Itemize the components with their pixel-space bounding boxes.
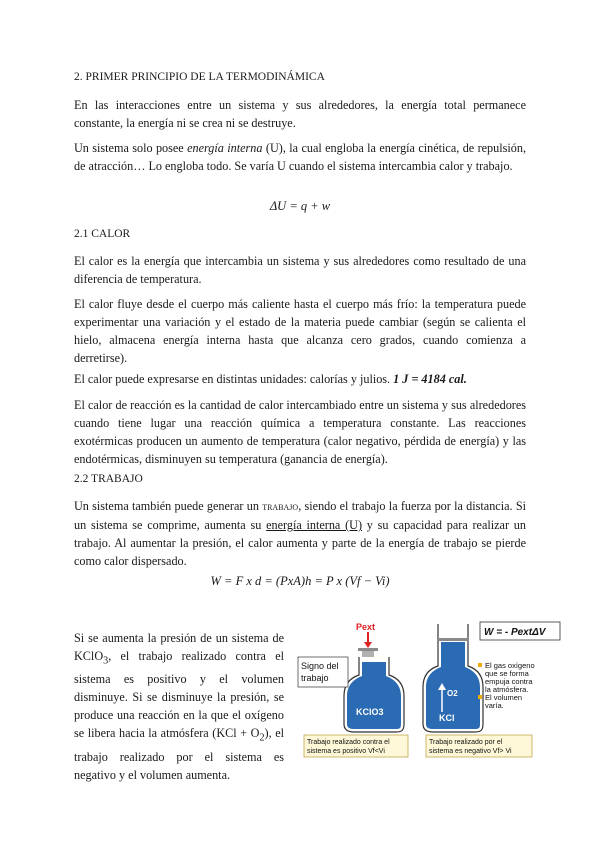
caption-line: Trabajo realizado contra el [307, 739, 390, 746]
sign-label-line: trabajo [301, 673, 329, 683]
equation-work: W = F x d = (PxA)h = P x (Vf − Vi) [210, 574, 390, 588]
legend-line: que se forma [485, 669, 529, 678]
kclo3-label: KClO3 [356, 707, 384, 717]
right-piston-plate [437, 638, 469, 641]
underlined-term: energía interna (U) [266, 518, 363, 532]
legend-line: empuja contra [485, 677, 533, 686]
paragraph: En las interacciones entre un sistema y sus alrededores, la energía total permanece constante, la energía ni se crea ni se destruye. [74, 98, 526, 130]
work-sign-diagram [292, 620, 564, 760]
legend-line: la atmósfera. [485, 685, 529, 694]
caption-line: sistema es positivo Vf<Vi [307, 748, 385, 755]
section-heading: 2. PRIMER PRINCIPIO DE LA TERMODINÁMICA [74, 71, 325, 83]
legend-line: El volumen [485, 693, 523, 702]
unit-equation: 1 J = 4184 cal. [393, 372, 467, 386]
sign-label-line: Signo del [301, 661, 339, 671]
term-internal-energy: energía interna [187, 141, 263, 155]
subsection-heading: 2.1 CALOR [74, 228, 131, 240]
piston-plate [358, 648, 378, 651]
kcl-label: KCl [439, 713, 455, 723]
bullet-icon [478, 695, 482, 699]
piston-rod [362, 651, 374, 657]
pext-label: Pext [356, 622, 376, 632]
bullet-icon [478, 663, 482, 667]
formula-text: W = - PextΔV [484, 627, 546, 638]
caption-line: sistema es negativo Vf> Vi [429, 748, 512, 755]
side-paragraph: Si se aumenta la presión de un sistema de KClO$_3$, el trabajo realizado contra el sistema es positivo y el volumen disminuye. Si se disminuye la presión, se produce una reacción en la que el oxígeno se libera hacia la atmósfera $(KCl + O_2)$, el trabajo realizado por el sistema es negativo y el volumen aumenta. [74, 631, 284, 782]
paragraph: El calor puede expresarse en distintas unidades: calorías y julios. 1 J = 4184 cal. [74, 372, 467, 386]
legend-line: varía. [485, 701, 504, 710]
pressure-arrowhead [364, 642, 372, 648]
paragraph: El calor de reacción es la cantidad de calor intercambiado entre un sistema y sus alrededores cuando tiene lugar una reacción química a temperatura constante. Las reacciones exotérmicas producen un aumento de temperatura (calor negativo, pérdida de energía) y las endotérmicas, disminuyen su temperatura (ganancia de energía). [74, 398, 526, 466]
equation-delta-u: ΔU = q + w [269, 199, 331, 213]
left-flask-gas [347, 662, 401, 729]
o2-label: O2 [447, 689, 458, 698]
paragraph: Un sistema también puede generar un trabajo, siendo el trabajo la fuerza por la distancia. Si un sistema se comprime, aumenta su energía interna (U) y su capacidad para realizar un trabajo. Al aumentar la presión, el calor aumenta y parte de la energía de trabajo se pierde como calor dispersado. [74, 499, 526, 568]
paragraph: Un sistema solo posee energía interna (U), la cual engloba la energía cinética, de repulsión, de atracción… Lo engloba todo. Se varía U cuando el sistema intercambia calor y trabajo. [74, 141, 526, 173]
paragraph: El calor fluye desde el cuerpo más caliente hasta el cuerpo más frío: la temperatura puede experimentar una variación y el estado de la materia puede cambiar (según se calienta el hielo, almacena energía interna hasta que alcanza cero grados, cuando comienza a derretirse). [74, 297, 526, 365]
subsection-heading: 2.2 TRABAJO [74, 473, 143, 485]
caption-line: Trabajo realizado por el [429, 739, 503, 746]
paragraph: El calor es la energía que intercambia un sistema y sus alrededores como resultado de una diferencia de temperatura. [74, 254, 526, 286]
legend-line: El gas oxígeno [485, 661, 535, 670]
